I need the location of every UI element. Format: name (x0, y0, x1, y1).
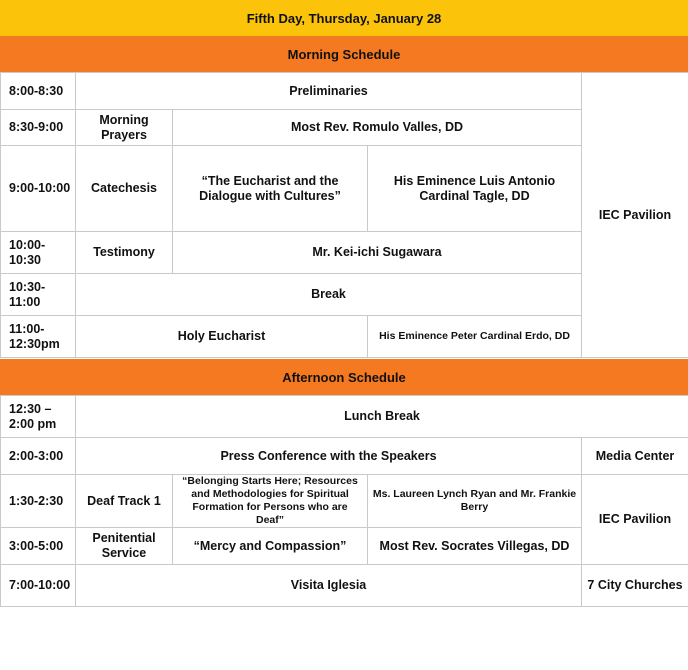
topic-cell: “Belonging Starts Here; Resources and Methodologies for Spiritual Formation for Persons who are Deaf” (173, 475, 368, 528)
afternoon-schedule-title: Afternoon Schedule (282, 369, 406, 385)
event-cell: Visita Iglesia (76, 565, 582, 607)
topic-cell: “The Eucharist and the Dialogue with Cultures” (173, 146, 368, 232)
event-cell: Preliminaries (76, 73, 582, 110)
morning-schedule-title: Morning Schedule (287, 46, 401, 62)
time-cell: 3:00-5:00 (1, 528, 76, 565)
morning-schedule-header (0, 36, 688, 72)
event-cell: Lunch Break (76, 396, 688, 438)
speaker-cell: Most Rev. Socrates Villegas, DD (368, 528, 582, 565)
table-row (1, 396, 688, 438)
session-cell: Penitential Service (76, 528, 173, 565)
venue-cell: 7 City Churches (582, 565, 688, 607)
speaker-cell: His Eminence Luis Antonio Cardinal Tagle, DD (368, 146, 582, 232)
time-cell: 1:30-2:30 (1, 475, 76, 528)
time-cell: 9:00-10:00 (1, 146, 76, 232)
event-cell: Press Conference with the Speakers (76, 438, 582, 475)
time-cell: 11:00-12:30pm (1, 316, 76, 358)
table-row (1, 475, 688, 528)
time-cell: 8:00-8:30 (1, 73, 76, 110)
session-cell: Testimony (76, 232, 173, 274)
time-cell: 12:30 – 2:00 pm (1, 396, 76, 438)
event-cell: Break (76, 274, 582, 316)
venue-cell: IEC Pavilion (582, 73, 688, 358)
time-cell: 7:00-10:00 (1, 565, 76, 607)
speaker-cell: Mr. Kei-ichi Sugawara (173, 232, 582, 274)
afternoon-schedule-table (0, 395, 688, 607)
time-cell: 10:30-11:00 (1, 274, 76, 316)
day-title-text: Fifth Day, Thursday, January 28 (246, 10, 442, 26)
time-cell: 8:30-9:00 (1, 110, 76, 146)
topic-cell: “Mercy and Compassion” (173, 528, 368, 565)
speaker-cell: His Eminence Peter Cardinal Erdo, DD (368, 316, 582, 358)
speaker-cell: Ms. Laureen Lynch Ryan and Mr. Frankie Berry (368, 475, 582, 528)
session-cell: Holy Eucharist (76, 316, 368, 358)
morning-schedule-table (0, 72, 688, 358)
table-row (1, 438, 688, 475)
session-cell: Catechesis (76, 146, 173, 232)
afternoon-schedule-header (0, 359, 688, 395)
table-row (1, 73, 688, 110)
session-cell: Deaf Track 1 (76, 475, 173, 528)
speaker-cell: Most Rev. Romulo Valles, DD (173, 110, 582, 146)
session-cell: Morning Prayers (76, 110, 173, 146)
time-cell: 2:00-3:00 (1, 438, 76, 475)
venue-cell: IEC Pavilion (582, 475, 688, 565)
venue-cell: Media Center (582, 438, 688, 475)
day-title (0, 0, 688, 36)
table-row (1, 565, 688, 607)
time-cell: 10:00-10:30 (1, 232, 76, 274)
